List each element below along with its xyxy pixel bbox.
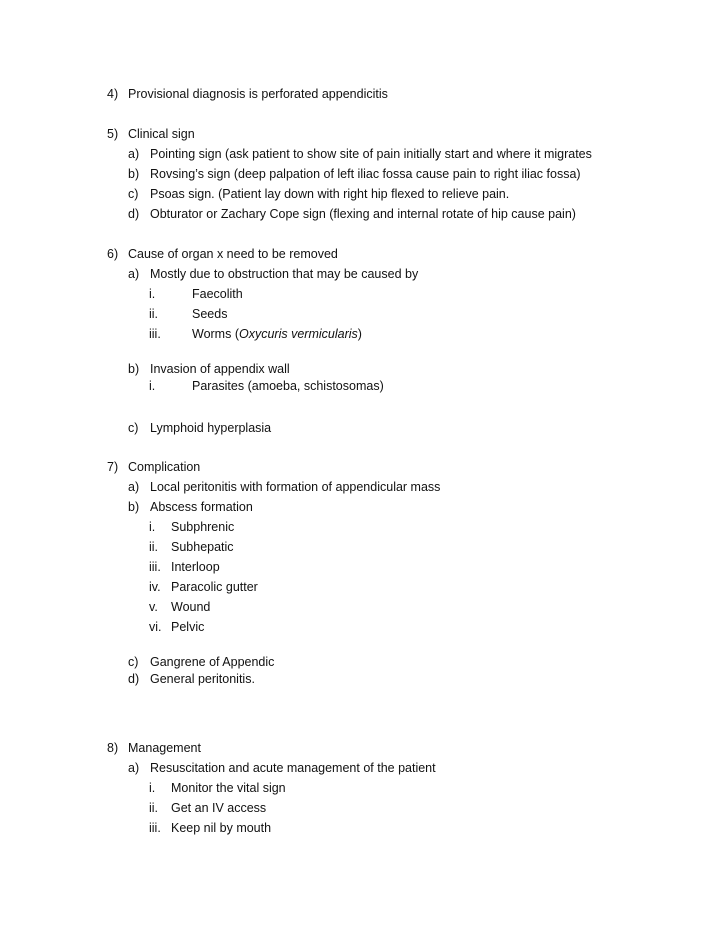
sub-list-marker: iii. xyxy=(149,560,161,574)
section-title: Complication xyxy=(128,460,201,474)
section-number: 6) xyxy=(107,247,119,261)
list-text: Psoas sign. (Patient lay down with right hip flexed to relieve pain. xyxy=(150,187,510,201)
section-text: Provisional diagnosis is perforated appendicitis xyxy=(128,87,388,101)
sub-list-marker: ii. xyxy=(149,801,159,815)
text-run: ) xyxy=(357,327,362,341)
list-text: General peritonitis. xyxy=(150,672,255,686)
sub-list-text: Wound xyxy=(171,600,211,614)
sub-list-text: Faecolith xyxy=(192,287,243,301)
section-title: Clinical sign xyxy=(128,127,195,141)
sub-list-marker: ii. xyxy=(149,307,159,321)
sub-list-text: Paracolic gutter xyxy=(171,580,258,594)
sub-list-marker: iii. xyxy=(149,327,161,341)
list-marker: a) xyxy=(128,267,140,281)
section-number: 7) xyxy=(107,460,119,474)
list-text: Gangrene of Appendic xyxy=(150,655,275,669)
sub-list-text xyxy=(192,326,362,342)
sub-list-text: Subhepatic xyxy=(171,540,234,554)
sub-list-text: Parasites (amoeba, schistosomas) xyxy=(192,379,384,393)
list-text: Pointing sign (ask patient to show site of pain initially start and where it migrates xyxy=(150,147,592,161)
list-marker: c) xyxy=(128,421,139,435)
list-text: Lymphoid hyperplasia xyxy=(150,421,272,435)
section-number: 5) xyxy=(107,127,119,141)
list-marker: b) xyxy=(128,500,140,514)
sub-list-text: Keep nil by mouth xyxy=(171,821,272,835)
list-text: Resuscitation and acute management of the patient xyxy=(150,761,436,775)
list-marker: b) xyxy=(128,362,140,376)
sub-list-marker: i. xyxy=(149,287,156,301)
sub-list-marker: iii. xyxy=(149,821,161,835)
sub-list-marker: iv. xyxy=(149,580,161,594)
list-marker: d) xyxy=(128,672,140,686)
sub-list-marker: i. xyxy=(149,379,156,393)
sub-list-marker: vi. xyxy=(149,620,162,634)
list-marker: c) xyxy=(128,655,139,669)
species-name-italic: Oxycuris vermicularis xyxy=(239,327,358,341)
section-title: Cause of organ x need to be removed xyxy=(128,247,338,261)
sub-list-marker: ii. xyxy=(149,540,159,554)
list-text: Obturator or Zachary Cope sign (flexing and internal rotate of hip cause pain) xyxy=(150,207,576,221)
sub-list-text: Interloop xyxy=(171,560,220,574)
list-marker: a) xyxy=(128,147,140,161)
list-marker: c) xyxy=(128,187,139,201)
sub-list-text: Get an IV access xyxy=(171,801,267,815)
sub-list-text: Monitor the vital sign xyxy=(171,781,286,795)
sub-list-marker: i. xyxy=(149,520,156,534)
section-number: 8) xyxy=(107,741,119,755)
sub-list-marker: i. xyxy=(149,781,156,795)
list-text: Local peritonitis with formation of appendicular mass xyxy=(150,480,441,494)
list-text: Abscess formation xyxy=(150,500,253,514)
list-text: Mostly due to obstruction that may be caused by xyxy=(150,267,419,281)
sub-list-marker: v. xyxy=(149,600,158,614)
section-title: Management xyxy=(128,741,201,755)
list-marker: a) xyxy=(128,480,140,494)
list-text: Rovsing’s sign (deep palpation of left iliac fossa cause pain to right iliac fossa) xyxy=(150,167,581,181)
list-marker: b) xyxy=(128,167,140,181)
list-marker: d) xyxy=(128,207,140,221)
list-marker: a) xyxy=(128,761,140,775)
sub-list-text: Seeds xyxy=(192,307,228,321)
section-number: 4) xyxy=(107,87,119,101)
list-text: Invasion of appendix wall xyxy=(150,362,290,376)
sub-list-text: Subphrenic xyxy=(171,520,235,534)
sub-list-text: Pelvic xyxy=(171,620,205,634)
text-run: Worms ( xyxy=(192,327,239,341)
